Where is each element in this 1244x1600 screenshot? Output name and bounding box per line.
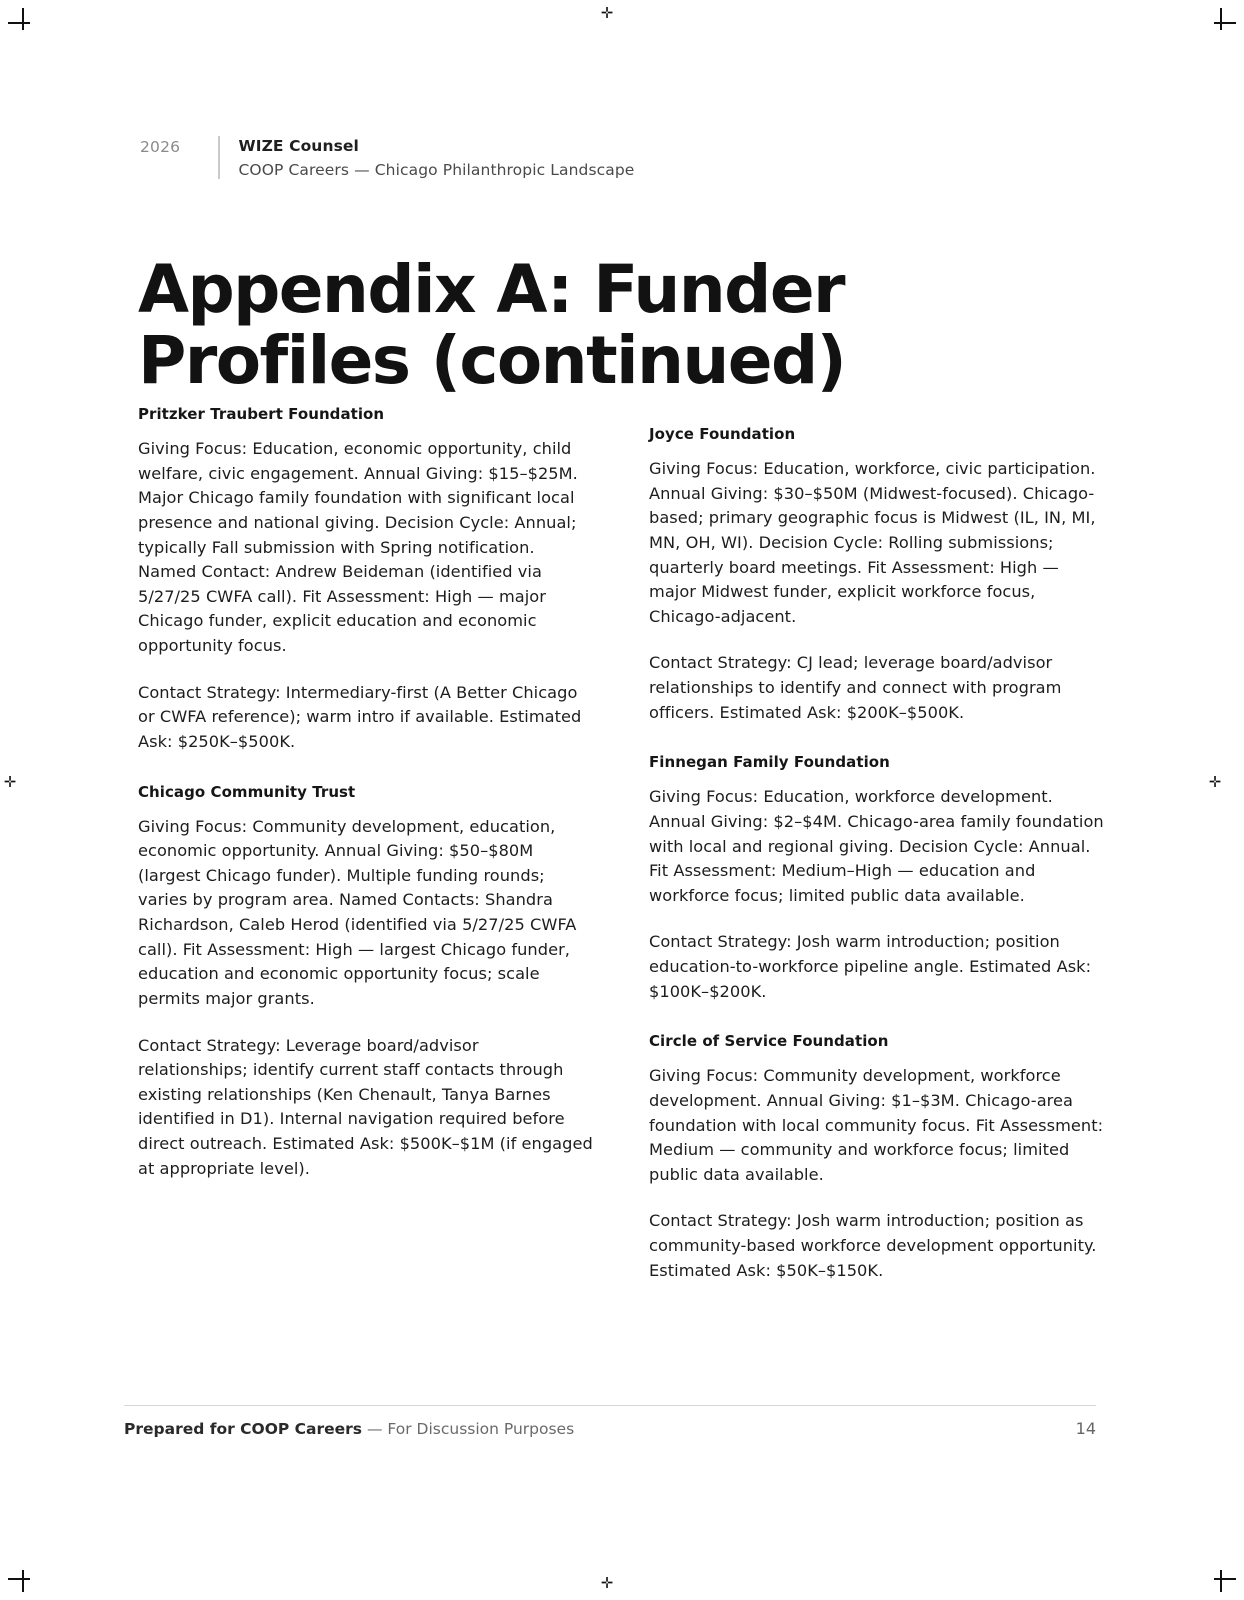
column-right — [649, 405, 1104, 1283]
funder-entry — [649, 753, 1104, 1004]
funder-entry — [649, 425, 1104, 725]
funder-paragraph: Giving Focus: Education, workforce development. Annual Giving: $2–$4M. Chicago-area family foundation with local and regional giving. Decision Cycle: Annual. Fit Assessment: Medium–High — education and workforce focus; limited public data available. — [649, 787, 1104, 905]
funder-entry — [138, 783, 593, 1182]
running-head-divider — [218, 136, 220, 179]
funder-name: Chicago Community Trust — [138, 782, 356, 801]
running-head-subtitle: COOP Careers — Chicago Philanthropic Landscape — [238, 161, 635, 179]
funder-paragraph: Giving Focus: Education, workforce, civic participation. Annual Giving: $30–$50M (Midwest-focused). Chicago-based; primary geographic focus is Midwest (IL, IN, MI, MN, OH, WI). Decision Cycle: Rolling submissions; quarterly board meetings. Fit Assessment: High — major Midwest funder, explicit workforce focus, Chicago-adjacent. — [649, 459, 1096, 626]
funder-name: Circle of Service Foundation — [649, 1032, 889, 1051]
footer-discussion-note: — For Discussion Purposes — [366, 1420, 575, 1438]
funder-paragraph: Contact Strategy: CJ lead; leverage board/advisor relationships to identify and connect with program officers. Estimated Ask: $200K–$500K. — [649, 653, 1062, 722]
footer-divider — [124, 1405, 1096, 1406]
funder-paragraph: Contact Strategy: Leverage board/advisor relationships; identify current staff contacts through existing relationships (Ken Chenault, Tanya Barnes identified in D1). Internal navigation required before direct outreach. Estimated Ask: $500K–$1M (if engaged at appropriate level). — [138, 1035, 593, 1178]
body-columns — [138, 405, 1104, 1283]
registration-mark-top: ✛ — [600, 4, 614, 22]
registration-mark-bottom: ✛ — [600, 1574, 614, 1592]
funder-entry — [138, 405, 593, 755]
funder-paragraph: Giving Focus: Community development, workforce development. Annual Giving: $1–$3M. Chicago-area foundation with local community focus. Fit Assessment: Medium — community and workforce focus; limited public data available. — [649, 1066, 1104, 1184]
page-title: Appendix A: Funder Profiles (continued) — [138, 251, 846, 400]
funder-paragraph: Giving Focus: Education, economic opportunity, child welfare, civic engagement. Annual Giving: $15–$25M. Major Chicago family foundation with significant local presence and national giving. Decision Cycle: Annual; typically Fall submission with Spring notification. Named Contact: Andrew Beideman (identified via 5/27/25 CWFA call). Fit Assessment: High — major Chicago funder, explicit education and economic opportunity focus. — [138, 439, 578, 655]
funder-paragraph: Giving Focus: Community development, education, economic opportunity. Annual Giving: $50–$80M (largest Chicago funder). Multiple funding rounds; varies by program area. Named Contacts: Shandra Richardson, Caleb Herod (identified via 5/27/25 CWFA call). Fit Assessment: High — largest Chicago funder, education and economic opportunity focus; scale permits major grants. — [138, 816, 577, 1008]
funder-name: Pritzker Traubert Foundation — [138, 405, 385, 423]
funder-paragraph: Contact Strategy: Josh warm introduction; position education-to-workforce pipeline angle. Estimated Ask: $100K–$200K. — [649, 932, 1092, 1001]
funder-paragraph: Contact Strategy: Josh warm introduction; position as community-based workforce development opportunity. Estimated Ask: $50K–$150K. — [649, 1211, 1097, 1280]
funder-entry — [649, 1032, 1104, 1283]
page-footer — [124, 1419, 1096, 1438]
funder-name: Finnegan Family Foundation — [649, 753, 890, 772]
registration-mark-right: ✛ — [1208, 773, 1222, 791]
page-number: 14 — [1075, 1419, 1096, 1438]
column-left — [138, 405, 593, 1283]
funder-paragraph: Contact Strategy: Intermediary-first (A Better Chicago or CWFA reference); warm intro if available. Estimated Ask: $250K–$500K. — [138, 682, 582, 751]
funder-name: Joyce Foundation — [649, 425, 796, 443]
running-head-title: WIZE Counsel — [238, 137, 359, 155]
registration-mark-left: ✛ — [3, 773, 17, 791]
running-head — [140, 136, 634, 179]
footer-note — [124, 1420, 574, 1438]
footer-prepared-for: Prepared for COOP Careers — [124, 1420, 363, 1438]
running-head-year: 2026 — [140, 138, 181, 156]
